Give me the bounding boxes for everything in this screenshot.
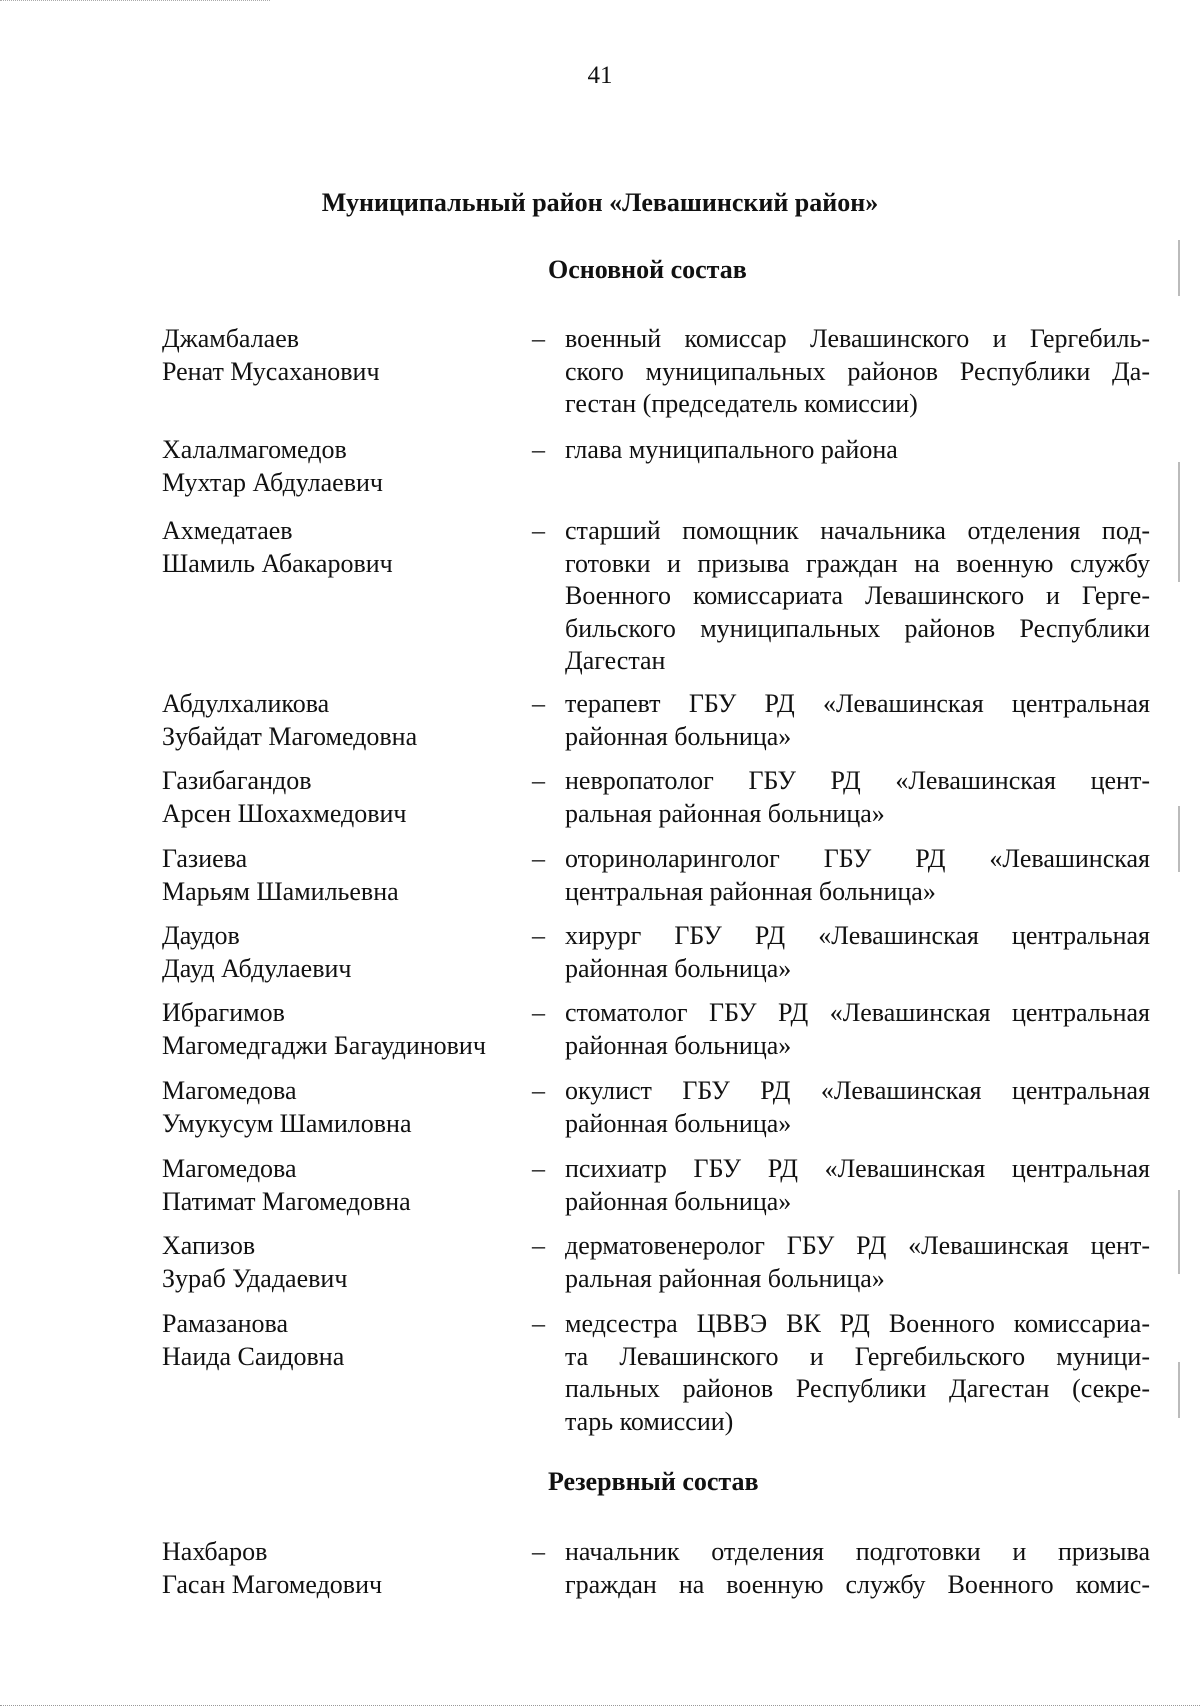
- member-name: [162, 688, 522, 753]
- dash-separator: –: [532, 1231, 545, 1260]
- position-line: глава муниципального района: [565, 435, 898, 464]
- position-line: пальных районов Республики Дагестан (секре-: [565, 1374, 1150, 1403]
- page-number: 41: [587, 62, 613, 89]
- dash-separator: –: [532, 324, 545, 353]
- position-line: районная больница»: [565, 721, 792, 751]
- reserve-composition-heading: Резервный состав: [548, 1467, 759, 1496]
- position-line: психиатр ГБУ РД «Левашинская центральная: [565, 1154, 1150, 1183]
- member-surname: Ахмедатаев: [162, 516, 293, 545]
- member-name: [162, 843, 522, 908]
- member-surname: Рамазанова: [162, 1309, 289, 1338]
- position-line: военный комиссар Левашинского и Гергебиль-: [565, 324, 1150, 353]
- position-line: готовки и призыва граждан на военную службу: [565, 548, 1150, 578]
- position-line: ральная районная больница»: [565, 798, 885, 828]
- member-given-names: Шамиль Абакарович: [162, 548, 393, 578]
- position-line: бильского муниципальных районов Республики: [565, 613, 1150, 643]
- member-name: [162, 434, 522, 499]
- member-position: [565, 843, 1150, 908]
- dash-separator: –: [532, 516, 545, 545]
- member-given-names: Магомедгаджи Багаудинович: [162, 1030, 486, 1060]
- member-given-names: Патимат Магомедовна: [162, 1186, 411, 1216]
- position-line: невропатолог ГБУ РД «Левашинская цент-: [565, 766, 1150, 795]
- dash-separator: –: [532, 921, 545, 950]
- position-line: та Левашинского и Гергебильского муници-: [565, 1341, 1150, 1371]
- member-name: [162, 997, 522, 1062]
- member-surname: Абдулхаликова: [162, 689, 330, 718]
- member-position: [565, 997, 1150, 1062]
- member-given-names: Ренат Мусаханович: [162, 356, 380, 386]
- scan-margin-speck: [1178, 462, 1180, 582]
- member-position: [565, 1153, 1150, 1218]
- member-surname: Газиева: [162, 844, 248, 873]
- member-name: [162, 1153, 522, 1218]
- scan-margin-speck: [1178, 1190, 1180, 1274]
- member-surname: Джамбалаев: [162, 324, 300, 353]
- member-surname: Даудов: [162, 921, 240, 950]
- position-line: ральная районная больница»: [565, 1263, 885, 1293]
- position-line: старший помощник начальника отделения под-: [565, 516, 1150, 545]
- member-name: [162, 515, 522, 580]
- position-line: районная больница»: [565, 1108, 792, 1138]
- member-given-names: Дауд Абдулаевич: [162, 953, 352, 983]
- dash-separator: –: [532, 689, 545, 718]
- member-given-names: Зубайдат Магомедовна: [162, 721, 418, 751]
- member-position: [565, 688, 1150, 753]
- position-line: медсестра ЦВВЭ ВК РД Военного комиссариа-: [565, 1309, 1150, 1338]
- dash-separator: –: [532, 1537, 545, 1566]
- position-line: хирург ГБУ РД «Левашинская центральная: [565, 921, 1150, 950]
- member-surname: Газибагандов: [162, 766, 312, 795]
- position-line: гестан (председатель комиссии): [565, 389, 918, 418]
- dash-separator: –: [532, 766, 545, 795]
- member-position: [565, 1308, 1150, 1438]
- member-surname: Магомедова: [162, 1076, 297, 1105]
- position-line: начальник отделения подготовки и призыва: [565, 1537, 1150, 1566]
- member-surname: Хапизов: [162, 1231, 256, 1260]
- member-given-names: Арсен Шохахмедович: [162, 798, 407, 828]
- position-line: районная больница»: [565, 953, 792, 983]
- member-surname: Магомедова: [162, 1154, 297, 1183]
- position-line: граждан на военную службу Военного комис-: [565, 1569, 1150, 1599]
- member-surname: Халалмагомедов: [162, 435, 347, 464]
- member-position: [565, 920, 1150, 985]
- position-line: тарь комиссии): [565, 1406, 734, 1436]
- main-composition-heading: Основной состав: [548, 255, 747, 284]
- position-line: ского муниципальных районов Республики Да-: [565, 356, 1150, 386]
- position-line: окулист ГБУ РД «Левашинская центральная: [565, 1076, 1150, 1105]
- position-line: дерматовенеролог ГБУ РД «Левашинская цент-: [565, 1231, 1150, 1260]
- dash-separator: –: [532, 844, 545, 873]
- document-title: Муниципальный район «Левашинский район»: [321, 188, 879, 217]
- member-name: [162, 1075, 522, 1140]
- member-given-names: Наида Саидовна: [162, 1341, 345, 1371]
- member-surname: Нахбаров: [162, 1537, 268, 1566]
- position-line: Военного комиссариата Левашинского и Герге-: [565, 581, 1150, 610]
- member-surname: Ибрагимов: [162, 998, 285, 1027]
- member-position: [565, 1230, 1150, 1295]
- member-position: [565, 515, 1150, 678]
- member-name: [162, 1536, 522, 1601]
- scan-margin-speck: [1178, 1362, 1180, 1418]
- member-position: [565, 434, 1150, 467]
- scan-top-edge: [0, 0, 270, 3]
- position-line: оториноларинголог ГБУ РД «Левашинская: [565, 844, 1150, 873]
- member-given-names: Гасан Магомедович: [162, 1569, 383, 1599]
- position-line: Дагестан: [565, 646, 666, 675]
- dash-separator: –: [532, 1154, 545, 1183]
- member-name: [162, 765, 522, 830]
- dash-separator: –: [532, 1309, 545, 1338]
- member-given-names: Мухтар Абдулаевич: [162, 467, 383, 497]
- dash-separator: –: [532, 1076, 545, 1105]
- member-name: [162, 920, 522, 985]
- member-name: [162, 323, 522, 388]
- dash-separator: –: [532, 998, 545, 1027]
- member-given-names: Зураб Удадаевич: [162, 1263, 348, 1293]
- member-position: [565, 1075, 1150, 1140]
- scan-margin-speck: [1178, 806, 1180, 872]
- member-position: [565, 765, 1150, 830]
- member-name: [162, 1308, 522, 1373]
- position-line: центральная районная больница»: [565, 876, 936, 906]
- position-line: стоматолог ГБУ РД «Левашинская центральная: [565, 998, 1150, 1027]
- dash-separator: –: [532, 435, 545, 464]
- member-position: [565, 1536, 1150, 1601]
- member-given-names: Умукусум Шамиловна: [162, 1108, 412, 1138]
- member-name: [162, 1230, 522, 1295]
- position-line: районная больница»: [565, 1030, 792, 1060]
- position-line: районная больница»: [565, 1186, 792, 1216]
- member-given-names: Марьям Шамильевна: [162, 876, 399, 906]
- scan-margin-speck: [1178, 240, 1180, 296]
- member-position: [565, 323, 1150, 421]
- position-line: терапевт ГБУ РД «Левашинская центральная: [565, 689, 1150, 718]
